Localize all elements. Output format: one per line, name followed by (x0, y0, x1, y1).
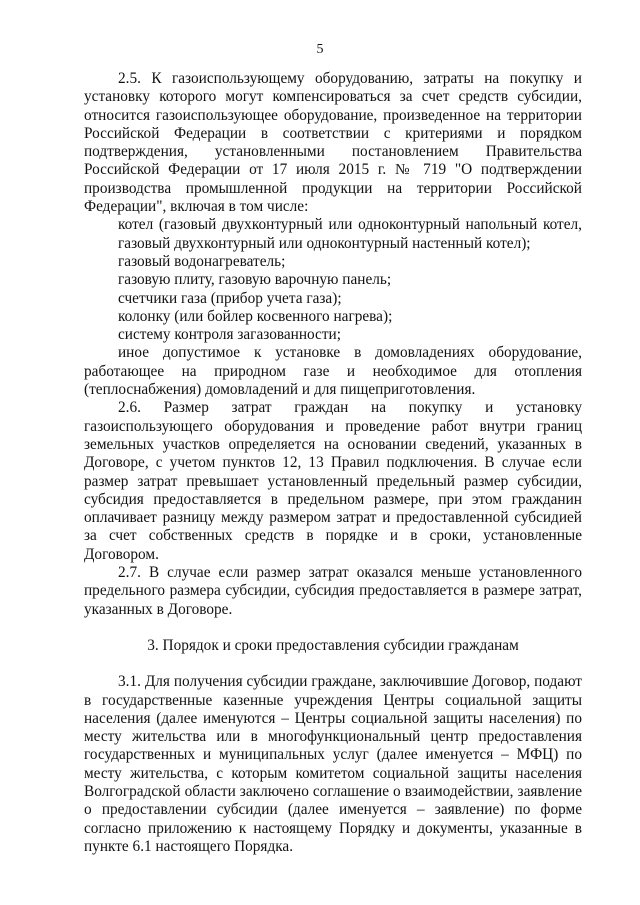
list-item: газовую плиту, газовую варочную панель; (118, 271, 392, 289)
paragraph-2-5-tail: иное допустимое к установке в домовладениях оборудование, работающее на природном газе и необходимое для отопления (теплоснабжения) домовладений и для пищеприготовления. (84, 344, 582, 399)
paragraph-2-5: 2.5. К газоиспользующему оборудованию, затраты на покупку и установку которого могут компенсироваться за счет средств субсидии, относится газоиспользующее оборудование, произведенное на территории Российской Федерации в соответствии с критериями и порядком подтверждения, установленными постановлением Правительства Российской Федерации от 17 июля 2015 г. № 719 "О подтверждении производства промышленной продукции на территории Российской Федерации", включая в том числе: (84, 70, 582, 216)
list-item: колонку (или бойлер косвенного нагрева); (118, 307, 393, 325)
page-number: 5 (316, 42, 324, 57)
paragraph-2-7: 2.7. В случае если размер затрат оказался меньше установленного предельного размера субсидии, субсидия предоставляется в размере затрат, указанных в Договоре. (84, 564, 582, 618)
paragraph-2-6: 2.6. Размер затрат граждан на покупку и установку газоиспользующего оборудования и проведение работ внутри границ земельных участков определяется на основании сведений, указанных в Договоре, с учетом пунктов 12, 13 Правил подключения. В случае если размер затрат превышает установленный предельный размер субсидии, субсидия предоставляется в предельном размере, при этом гражданин оплачивает разницу между размером затрат и предоставленной субсидией за счет собственных средств в порядке и в сроки, установленные Договором. (84, 399, 582, 563)
list-item: газовый водонагреватель; (118, 252, 286, 270)
list-item: систему контроля загазованности; (118, 326, 341, 344)
section-3-heading: 3. Порядок и сроки предоставления субсидии гражданам (147, 636, 519, 654)
document-body (84, 70, 582, 856)
list-item: счетчики газа (прибор учета газа); (118, 289, 342, 307)
list-item: котел (газовый двухконтурный или одноконтурный напольный котел, газовый двухконтурный или одноконтурный настенный котел); (118, 216, 582, 252)
paragraph-3-1: 3.1. Для получения субсидии граждане, заключившие Договор, подают в государственные казенные учреждения Центры социальной защиты населения (далее именуются – Центры социальной защиты населения) по месту жительства или в многофункциональный центр предоставления государственных и муниципальных услуг (далее именуется – МФЦ) по месту жительства, с которым комитетом социальной защиты населения Волгоградской области заключено соглашение о взаимодействии, заявление о предоставлении субсидии (далее именуется – заявление) по форме согласно приложению к настоящему Порядку и документы, указанные в пункте 6.1 настоящего Порядка. (84, 673, 582, 855)
